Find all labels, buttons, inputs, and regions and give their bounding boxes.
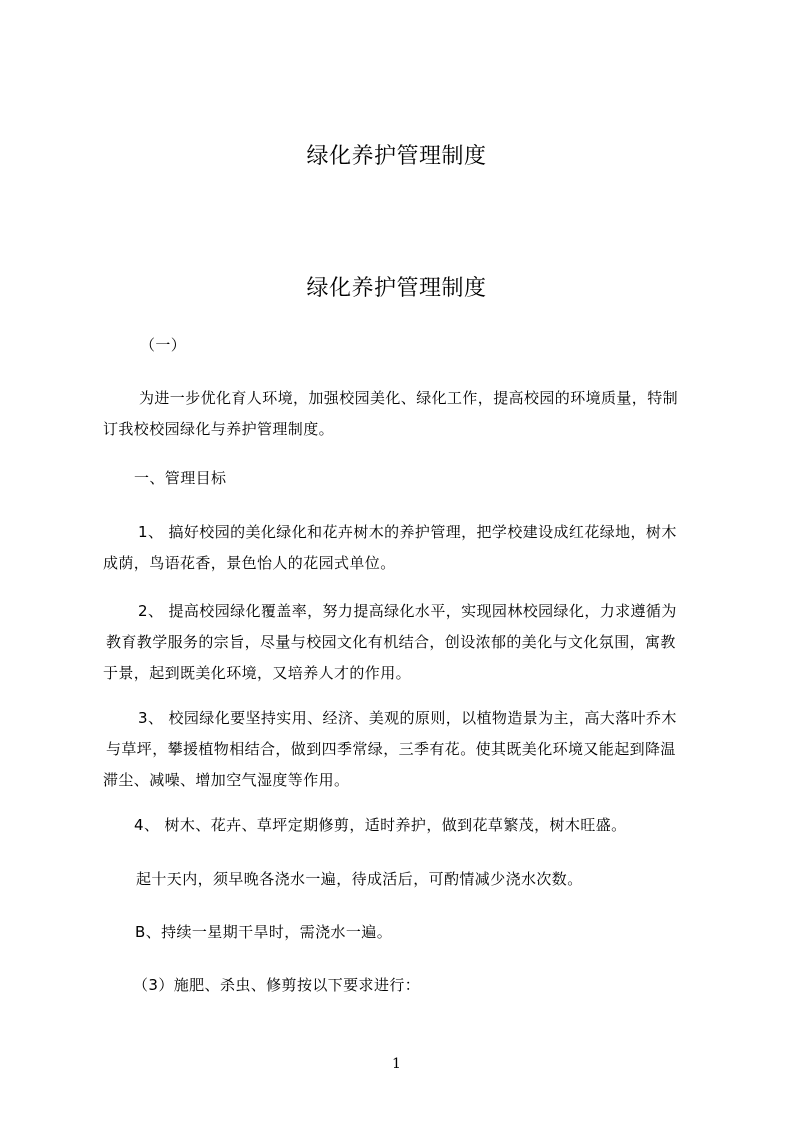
- goal-item-2: [103, 597, 701, 687]
- paragraph-line: （一）: [140, 336, 187, 354]
- document-title: 绿化养护管理制度: [306, 276, 487, 301]
- paragraph-line: 于景，起到既美化环境，又培养人才的作用。: [103, 664, 412, 682]
- cover-title: 绿化养护管理制度: [306, 144, 487, 169]
- paragraph-line: 4、 树木、花卉、草坪定期修剪，适时养护，做到花草繁茂，树木旺盛。: [134, 816, 627, 834]
- paragraph-line: 订我校校园绿化与养护管理制度。: [103, 420, 335, 438]
- paragraph-line: （3）施肥、杀虫、修剪按以下要求进行：: [133, 976, 421, 994]
- paragraph-line: 滞尘、减噪、增加空气湿度等作用。: [103, 771, 350, 789]
- paragraph-line: 与草坪，攀援植物相结合，做到四季常绿，三季有花。使其既美化环境又能起到降温: [106, 740, 676, 758]
- paragraph-line: 1、 搞好校园的美化绿化和花卉树木的养护管理，把学校建设成红花绿地，树木: [138, 523, 677, 541]
- page-number: 1: [392, 1056, 401, 1072]
- paragraph-line: 3、 校园绿化要坚持实用、经济、美观的原则，以植物造景为主，高大落叶乔木: [138, 709, 677, 727]
- watering-paragraph: [103, 865, 701, 893]
- paragraph-line: 教育教学服务的宗旨，尽量与校园文化有机结合，创设浓郁的美化与文化氛围，寓教: [106, 633, 676, 651]
- requirements-paragraph: [103, 971, 701, 999]
- paragraph-line: B、持续一星期干旱时，需浇水一遍。: [135, 923, 393, 941]
- paragraph-line: 一、管理目标: [134, 469, 227, 487]
- intro-paragraph: [103, 384, 701, 443]
- goal-item-4: [103, 811, 701, 839]
- paragraph-line: 起十天内，须早晚各浇水一遍，待成活后，可酌情减少浇水次数。: [136, 870, 583, 888]
- paragraph-line: 2、 提高校园绿化覆盖率，努力提高绿化水平，实现园林校园绿化，力求遵循为: [138, 602, 677, 620]
- section-marker: [103, 331, 701, 359]
- paragraph-line: 成荫，鸟语花香，景色怡人的花园式单位。: [103, 554, 396, 572]
- goal-item-3: [103, 704, 701, 794]
- paragraph-line: 为进一步优化育人环境，加强校园美化、绿化工作，提高校园的环境质量，特制: [139, 389, 679, 407]
- section-heading: [103, 464, 701, 492]
- drought-paragraph: [103, 918, 701, 946]
- goal-item-1: [103, 518, 701, 577]
